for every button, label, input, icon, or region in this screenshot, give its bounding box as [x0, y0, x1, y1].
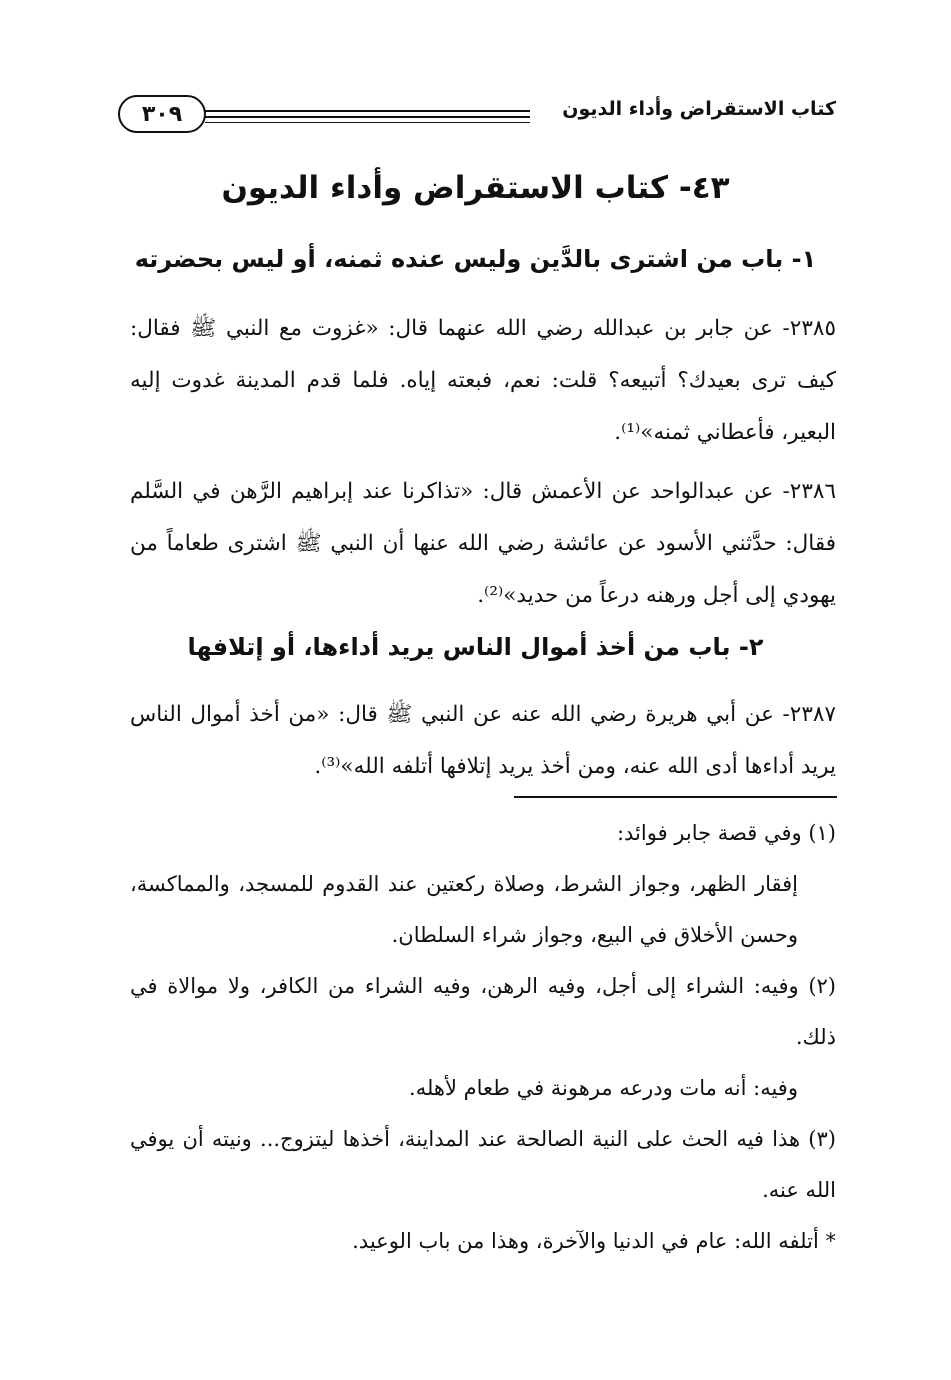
- hadith-2385: ٢٣٨٥- عن جابر بن عبدالله رضي الله عنهما قال: «غزوت مع النبي ﷺ فقال: كيف ترى بعيدك؟ أتبيعه؟ قلت: نعم، فبعته إياه. فلما قدم المدينة غدوت إليه البعير، فأعطاني ثمنه»⁽¹⁾.: [130, 316, 836, 445]
- header-rule: [205, 110, 530, 112]
- footnote-2-head: (٢) وفيه: الشراء إلى أجل، وفيه الرهن، وفيه الشراء من الكافر، ولا موالاة في ذلك.: [130, 974, 836, 1049]
- header-rule: [205, 116, 530, 118]
- star-note: [130, 1216, 836, 1267]
- page-number: ٣٠٩: [118, 95, 206, 133]
- hadith-2387: ٢٣٨٧- عن أبي هريرة رضي الله عنه عن النبي ﷺ قال: «من أخذ أموال الناس يريد أداءها أدى الله عنه، ومن أخذ يريد إتلافها أتلفه الله»⁽³⁾.: [130, 702, 836, 779]
- footnotes: [130, 808, 836, 1267]
- chapter-title: ٤٣- كتاب الاستقراض وأداء الديون: [221, 170, 730, 206]
- asterisk-mark: *: [825, 1229, 836, 1253]
- header-rule: [205, 122, 530, 123]
- hadith-2386: ٢٣٨٦- عن عبدالواحد عن الأعمش قال: «تذاكرنا عند إبراهيم الرَّهن في السَّلم فقال: حدَّثني الأسود عن عائشة رضي الله عنها أن النبي ﷺ اشترى طعاماً من يهودي إلى أجل ورهنه درعاً من حديد»⁽²⁾.: [130, 479, 836, 608]
- footnote-1-body: إفقار الظهر، وجواز الشرط، وصلاة ركعتين عند القدوم للمسجد، والمماكسة، وحسن الأخلاق في البيع، وجواز شراء السلطان.: [130, 872, 798, 947]
- footnote-2-body: وفيه: أنه مات ودرعه مرهونة في طعام لأهله.: [409, 1076, 798, 1100]
- star-note-text: أتلفه الله: عام في الدنيا والآخرة، وهذا من باب الوعيد.: [352, 1229, 819, 1253]
- footnote-3: (٣) هذا فيه الحث على النية الصالحة عند المداينة، أخذها ليتزوج... ونيته أن يوفي الله عنه.: [130, 1127, 836, 1202]
- footnote-1-head: (١) وفي قصة جابر فوائد:: [616, 821, 836, 845]
- running-header-title: كتاب الاستقراض وأداء الديون: [562, 98, 836, 120]
- section-title-2: ٢- باب من أخذ أموال الناس يريد أداءها، أو إتلافها: [187, 633, 764, 661]
- footnote-separator: [514, 796, 837, 798]
- section-title-1: ١- باب من اشترى بالدَّين وليس عنده ثمنه، أو ليس بحضرته: [134, 245, 817, 273]
